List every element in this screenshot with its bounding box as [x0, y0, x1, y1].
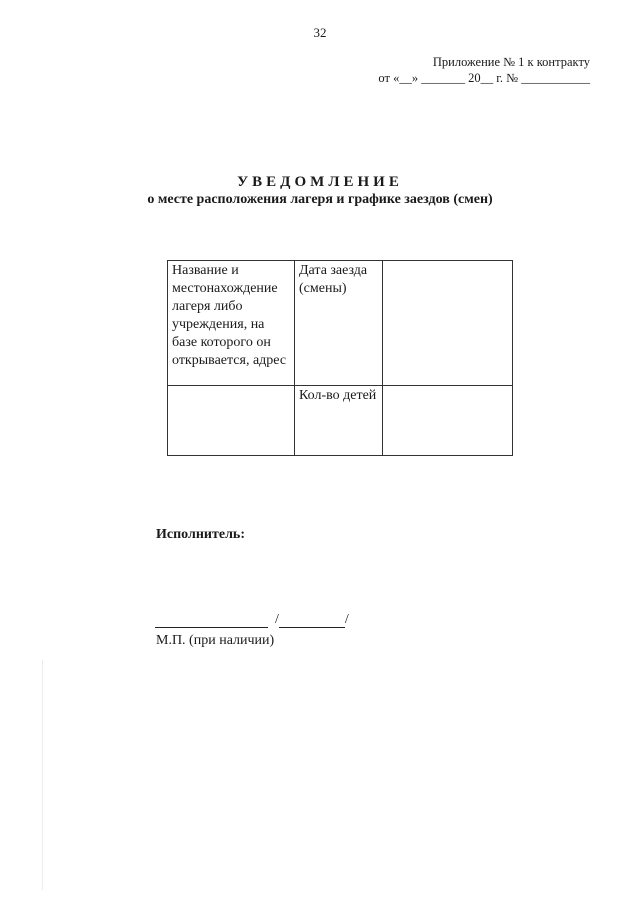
- page-number: 32: [313, 25, 327, 40]
- arrival-date-value-cell: [383, 261, 513, 386]
- appendix-reference: Приложение № 1 к контракту: [432, 55, 590, 69]
- contract-date-number-line: от «__» _______ 20__ г. № ___________: [378, 71, 590, 85]
- stamp-note: М.П. (при наличии): [156, 633, 275, 648]
- camp-name-value-cell: [168, 386, 295, 456]
- signature-line: [155, 612, 349, 628]
- document-subtitle: о месте расположения лагеря и графике заездов (смен): [147, 192, 493, 207]
- children-count-cell: Кол-во детей: [295, 386, 383, 456]
- document-title: УВЕДОМЛЕНИЕ: [237, 174, 403, 190]
- arrival-date-cell: Дата заезда (смены): [295, 261, 383, 386]
- signature-blank: [155, 613, 268, 628]
- scan-edge-line: [42, 660, 43, 890]
- table-row: [168, 261, 513, 386]
- children-count-value-cell: [383, 386, 513, 456]
- table-row: [168, 386, 513, 456]
- signature-separator: /: [275, 612, 279, 627]
- signature-name-blank: [279, 613, 345, 628]
- camp-name-address-cell: Название и местонахождение лагеря либо учреждения, на базе которого он открывается, адрес: [168, 261, 295, 386]
- executor-label: Исполнитель:: [156, 527, 245, 542]
- notice-table: [167, 260, 513, 456]
- signature-separator-close: /: [344, 612, 349, 627]
